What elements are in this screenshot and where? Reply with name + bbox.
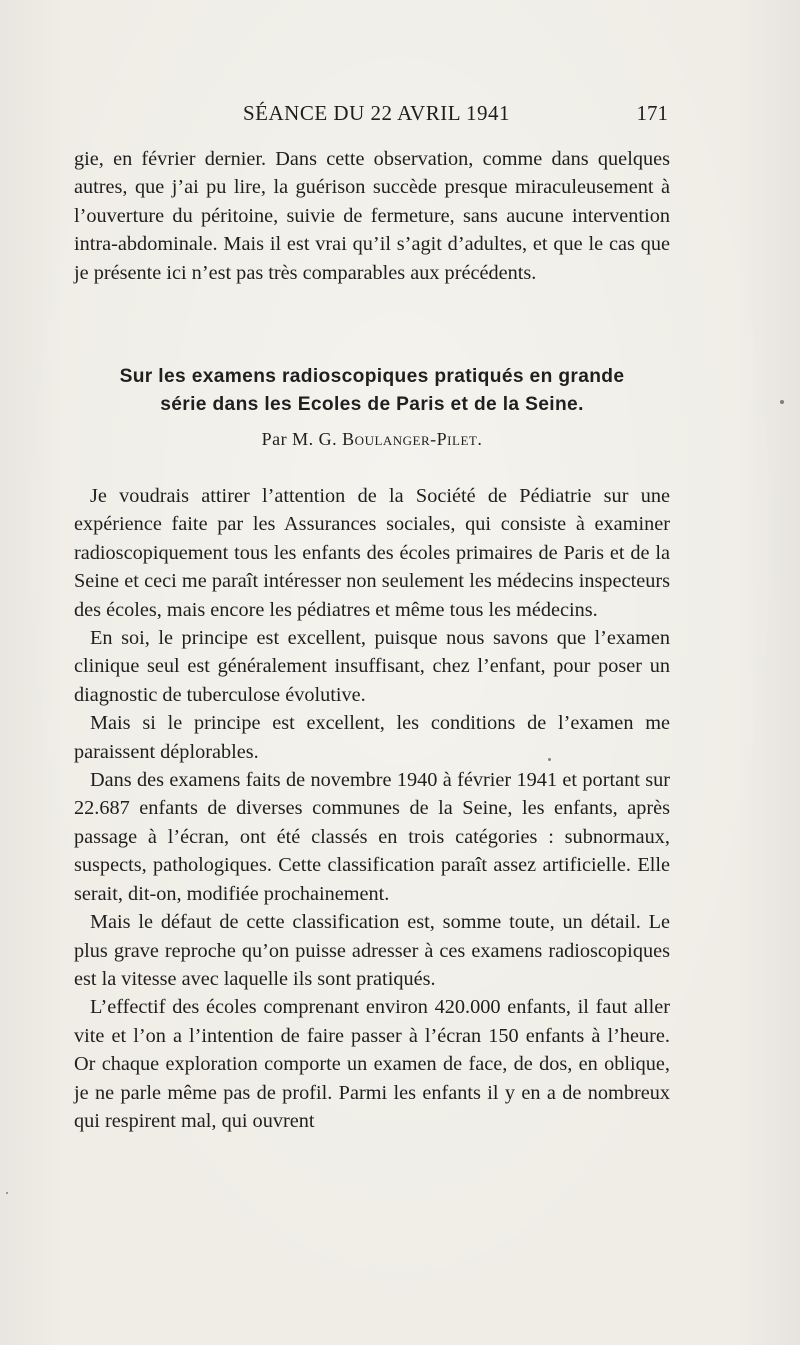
page-header: [243, 101, 668, 129]
continued-paragraph: [74, 145, 670, 287]
author-prefix: Par M. G.: [261, 429, 343, 449]
scan-speck-2: [548, 758, 551, 761]
article-title-line-1: Sur les examens radioscopiques pratiqués en grande: [119, 366, 625, 387]
author-name: Boulanger-Pilet.: [342, 429, 483, 449]
article-body: [74, 482, 670, 1135]
page-number: 171: [636, 101, 668, 125]
intro-paragraph: gie, en février dernier. Dans cette observation, comme dans quelques autres, que j’ai pu lire, la guérison succède presque miraculeusement à l’ouverture du péritoine, suivie de fermeture, sans aucune intervention intra-abdominale. Mais il est vrai qu’il s’agit d’adultes, et que le cas que je présente ici n’est pas très comparables aux précédents.: [74, 148, 670, 284]
scan-speck-3: [6, 1192, 8, 1194]
running-head: SÉANCE DU 22 AVRIL 1941: [243, 101, 511, 125]
body-paragraph-6: L’effectif des écoles comprenant environ 420.000 enfants, il faut aller vite et l’on a l’intention de faire passer à l’écran 150 enfants à l’heure. Or chaque exploration comporte un examen de face, de dos, en oblique, je ne parle même pas de profil. Parmi les enfants il y en a de nombreux qui respirent mal, qui ouvrent: [74, 996, 670, 1132]
article-title: [74, 363, 670, 419]
body-paragraph-1: Je voudrais attirer l’attention de la Société de Pédiatrie sur une expérience faite par les Assurances sociales, qui consiste à examiner radioscopiquement tous les enfants des écoles primaires de Paris et de la Seine et ceci me paraît intéresser non seulement les médecins inspecteurs des écoles, mais encore les pédiatres et même tous les médecins.: [74, 485, 670, 621]
body-paragraph-5: Mais le défaut de cette classification est, somme toute, un détail. Le plus grave reproche qu’on puisse adresser à ces examens radioscopiques est la vitesse avec laquelle ils sont pratiqués.: [74, 911, 670, 990]
body-paragraph-2: En soi, le principe est excellent, puisque nous savons que l’examen clinique seul est généralement insuffisant, chez l’enfant, pour poser un diagnostic de tuberculose évolutive.: [74, 627, 670, 706]
article-title-line-2: série dans les Ecoles de Paris et de la Seine.: [160, 394, 584, 415]
author-line: [74, 429, 670, 450]
scan-speck-1: [780, 400, 784, 404]
body-paragraph-3: Mais si le principe est excellent, les conditions de l’examen me paraissent déplorables.: [74, 712, 670, 763]
body-paragraph-4: Dans des examens faits de novembre 1940 à février 1941 et portant sur 22.687 enfants de diverses communes de la Seine, les enfants, après passage à l’écran, ont été classés en trois catégories : subnormaux, suspects, pathologiques. Cette classification paraît assez artificielle. Elle serait, dit-on, modifiée prochainement.: [74, 769, 670, 905]
